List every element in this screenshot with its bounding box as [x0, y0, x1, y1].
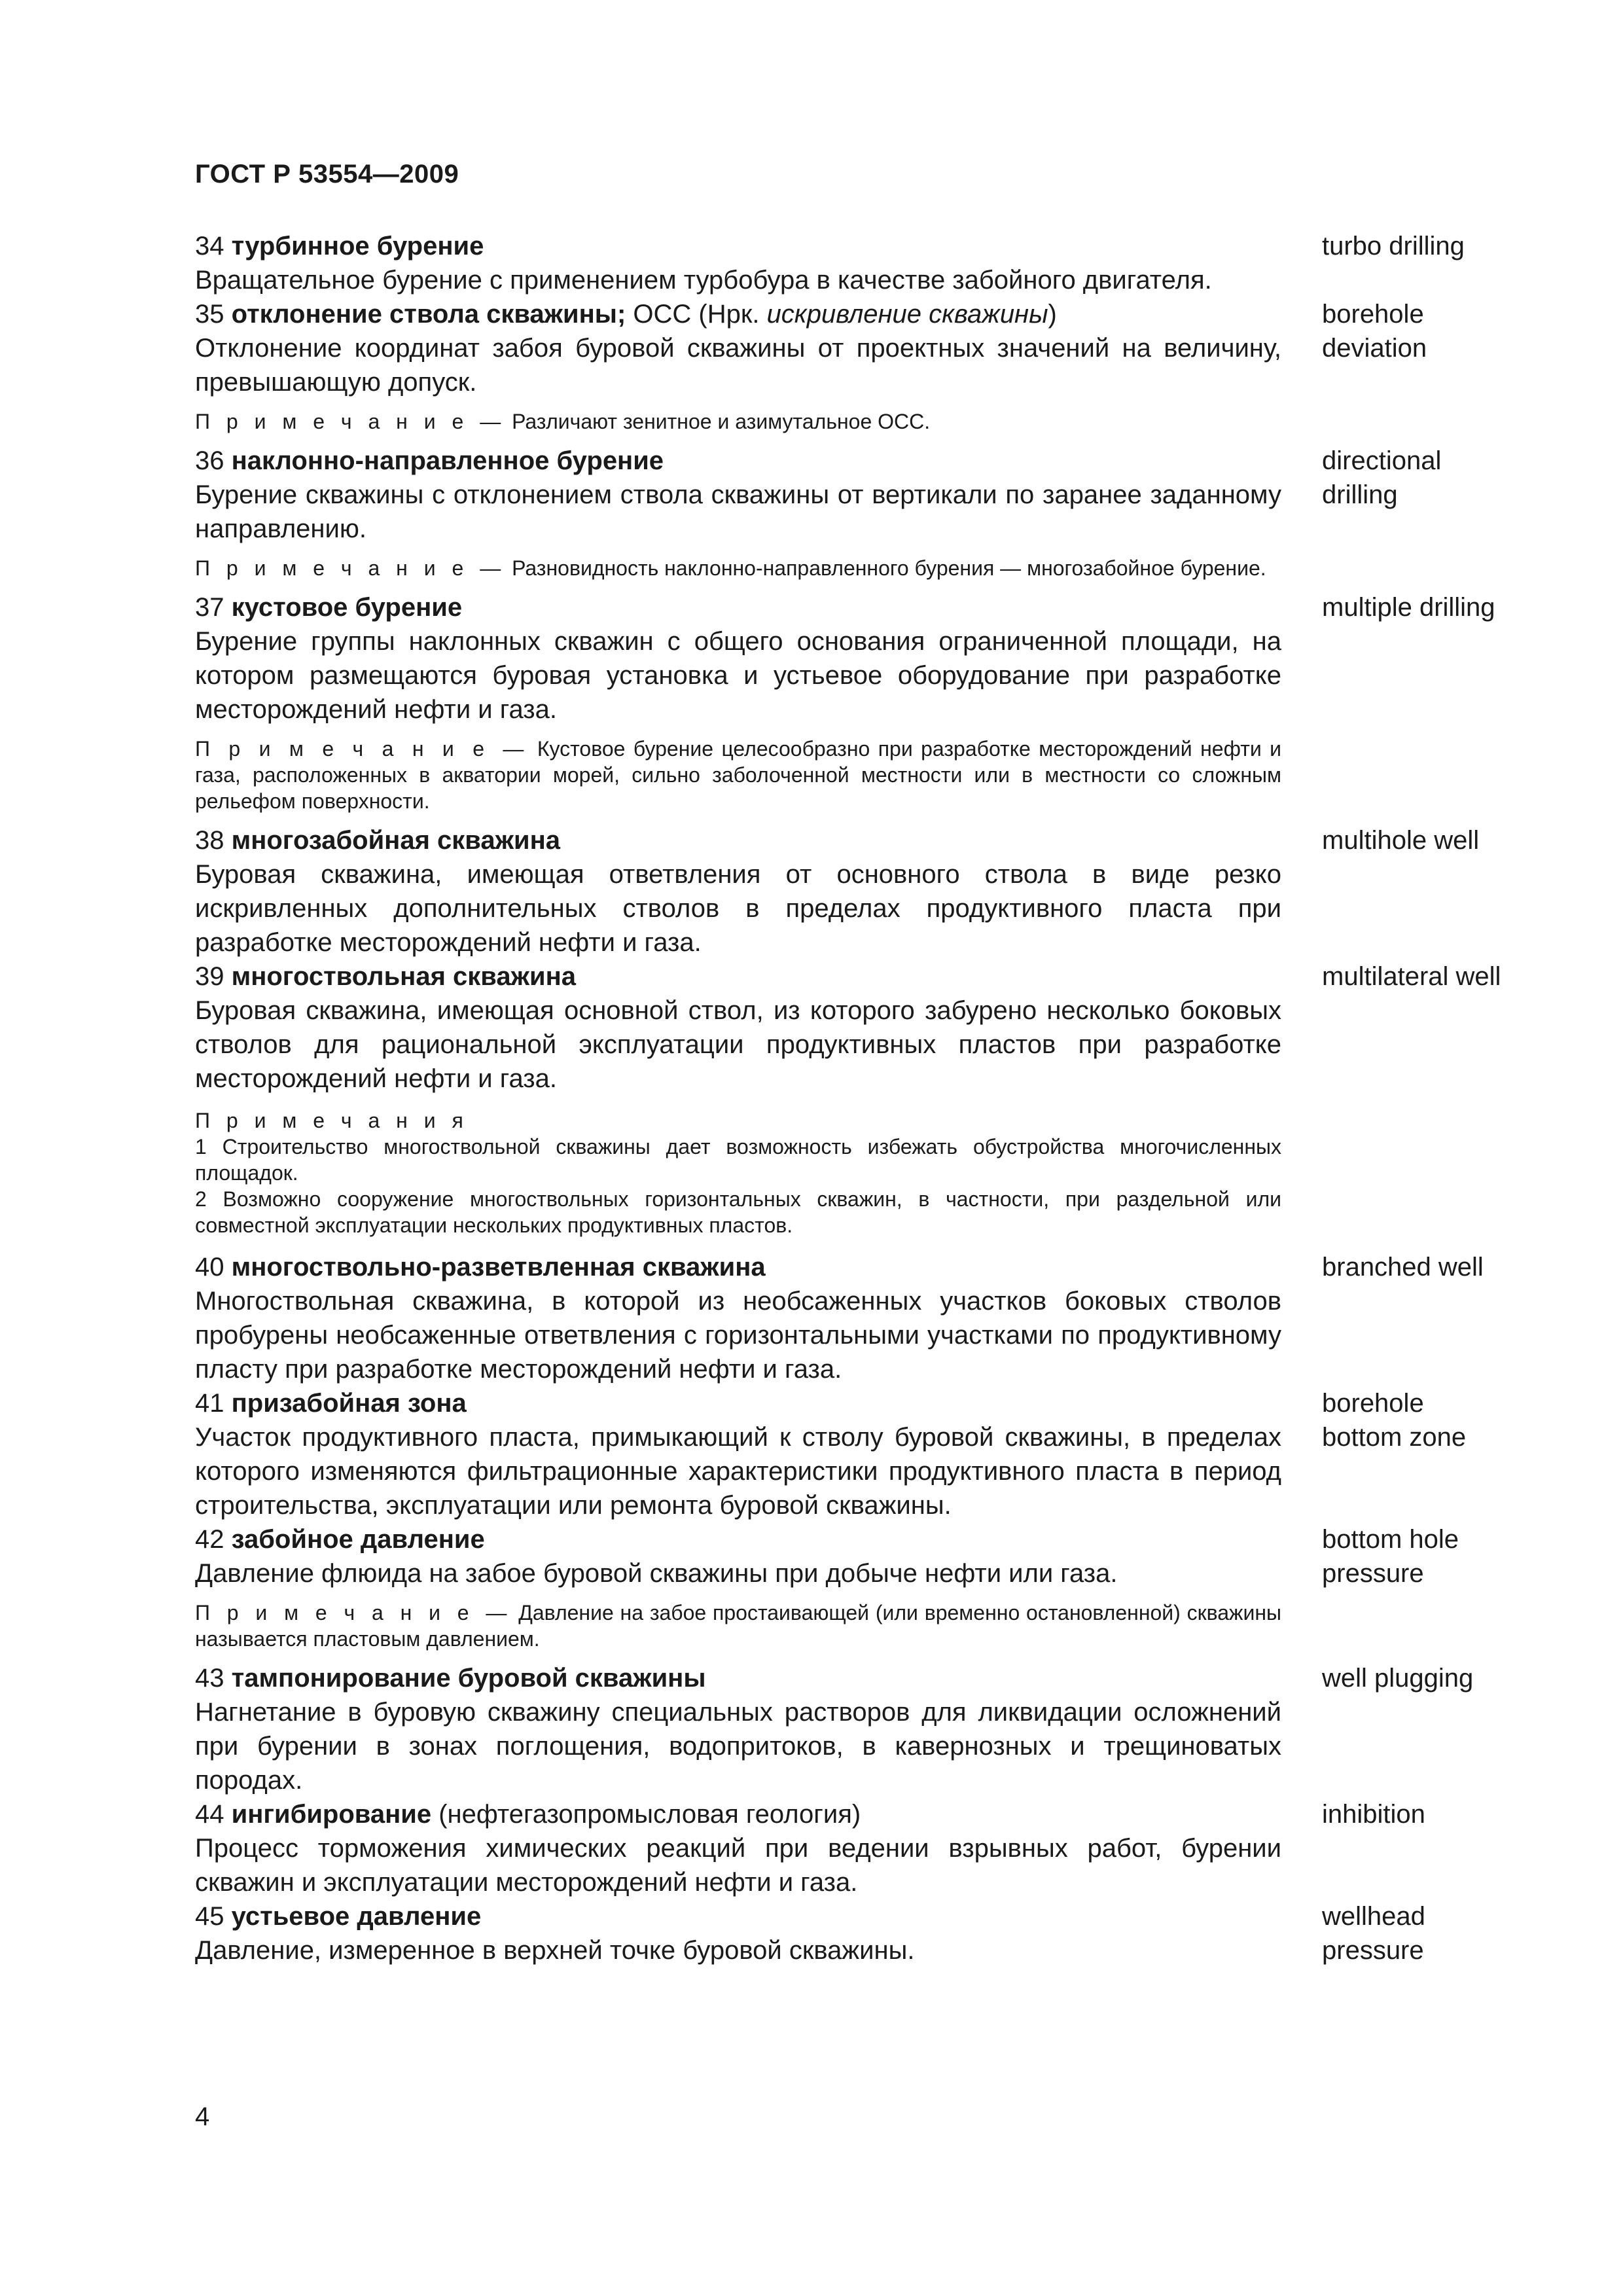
term-number: 38 [195, 826, 224, 855]
term-title: кустовое бурение [231, 593, 463, 622]
term-entry-42 [195, 1522, 1543, 1661]
term-english: borehole deviation [1322, 300, 1427, 363]
term-number: 40 [195, 1253, 224, 1282]
term-definition: Давление флюида на забое буровой скважины при добыче нефти или газа. [195, 1559, 1118, 1588]
term-body [195, 1899, 1281, 1967]
term-entry-45 [195, 1899, 1543, 1967]
term-definition: Бурение группы наклонных скважин с общего основания ограниченной площади, на котором размещаются буровая установка и устьевое оборудование при разработке месторождений нефти и газа. [195, 627, 1281, 724]
term-entry-38 [195, 823, 1543, 960]
term-title: многоствольная скважина [231, 962, 576, 991]
term-heading [195, 823, 1281, 857]
term-definition: Буровая скважина, имеющая основной ствол, из которого забурено несколько боковых стволов для рациональной эксплуатации продуктивных пластов при разработке месторождений нефти и газа. [195, 996, 1281, 1093]
note-text: Кустовое бурение целесообразно при разработке месторождений нефти и газа, расположенных в акватории морей, сильно заболоченной местности или в местности со сложным рельефом поверхности. [195, 737, 1282, 813]
term-heading [195, 1797, 1281, 1831]
term-number: 42 [195, 1525, 224, 1554]
term-title: многозабойная скважина [231, 826, 560, 855]
term-english: inhibition [1322, 1800, 1425, 1829]
term-definition: Участок продуктивного пласта, примыкающий к стволу буровой скважины, в пределах которого изменяются фильтрационные характеристики продуктивного пласта в период строительства, эксплуатации или ремонта буровой скважины. [195, 1423, 1281, 1520]
term-number: 41 [195, 1389, 224, 1418]
term-english: wellhead pressure [1322, 1902, 1425, 1965]
note-label: П р и м е ч а н и е — [195, 556, 507, 580]
term-entry-41 [195, 1386, 1543, 1522]
term-title: призабойная зона [231, 1389, 467, 1418]
term-heading [195, 444, 1281, 478]
term-body [195, 229, 1281, 297]
term-note [195, 736, 1281, 814]
term-title: наклонно-направленное бурение [231, 446, 664, 475]
term-definition: Нагнетание в буровую скважину специальных растворов для ликвидации осложнений при бурении в зонах поглощения, водопритоков, в кавернозных и трещиноватых породах. [195, 1698, 1281, 1795]
term-definition: Буровая скважина, имеющая ответвления от основного ствола в виде резко искривленных дополнительных стволов в пределах продуктивного пласта при разработке месторождений нефти и газа. [195, 860, 1281, 957]
term-body [195, 1250, 1281, 1386]
note-label: П р и м е ч а н и е — [195, 737, 529, 761]
note-label: П р и м е ч а н и е — [195, 1601, 512, 1624]
term-body [195, 823, 1281, 960]
term-field: (нефтегазопромысловая геология) [431, 1800, 861, 1829]
note-label: П р и м е ч а н и е — [195, 410, 507, 433]
term-entry-34 [195, 229, 1543, 297]
note-text: Различают зенитное и азимутальное ОСС. [512, 410, 931, 433]
term-title: ингибирование [231, 1800, 432, 1829]
term-definition: Вращательное бурение с применением турбобура в качестве забойного двигателя. [195, 266, 1212, 295]
term-heading [195, 960, 1281, 994]
term-heading [195, 1899, 1281, 1933]
term-heading [195, 1386, 1281, 1420]
term-heading [195, 229, 1281, 263]
term-entry-44 [195, 1797, 1543, 1899]
term-number: 34 [195, 232, 224, 260]
note-item: 1 Строительство многоствольной скважины дает возможность избежать обустройства многочисленных площадок. [195, 1135, 1281, 1185]
page-number: 4 [195, 2102, 210, 2131]
note-text: Давление на забое простаивающей (или временно остановленной) скважины называется пластовым давлением. [195, 1601, 1282, 1651]
term-body [195, 590, 1281, 823]
term-note [195, 408, 1281, 435]
term-entry-36 [195, 444, 1543, 590]
term-body [195, 960, 1281, 1250]
term-definition: Многоствольная скважина, в которой из необсаженных участков боковых стволов пробурены необсаженные ответвления с горизонтальными участками по продуктивному пласту при разработке месторождений нефти и газа. [195, 1287, 1281, 1384]
term-heading [195, 1522, 1281, 1556]
term-body [195, 1797, 1281, 1899]
document-code: ГОСТ Р 53554—2009 [195, 160, 459, 188]
note-item: 2 Возможно сооружение многоствольных горизонтальных скважин, в частности, при раздельной или совместной эксплуатации нескольких продуктивных пластов. [195, 1187, 1281, 1237]
term-english: branched well [1322, 1253, 1484, 1282]
term-body [195, 1661, 1281, 1797]
term-entry-40 [195, 1250, 1543, 1386]
term-title: устьевое давление [231, 1902, 482, 1931]
term-english: directional drilling [1322, 446, 1442, 509]
deprecated-term: искривление скважины [766, 300, 1048, 329]
term-english: multiple drilling [1322, 593, 1495, 622]
term-number: 37 [195, 593, 224, 622]
term-body [195, 1522, 1281, 1661]
term-title: тампонирование буровой скважины [231, 1664, 706, 1693]
notes-label: П р и м е ч а н и я [195, 1109, 469, 1132]
terms-list [195, 229, 1543, 1967]
term-title: забойное давление [231, 1525, 485, 1554]
term-notes [195, 1107, 1281, 1238]
term-note [195, 1600, 1281, 1652]
term-definition: Бурение скважины с отклонением ствола скважины от вертикали по заранее заданному направлению. [195, 480, 1281, 543]
term-english: multihole well [1322, 826, 1480, 855]
term-definition: Отклонение координат забоя буровой скважины от проектных значений на величину, превышающую допуск. [195, 334, 1281, 397]
term-english: borehole bottom zone [1322, 1389, 1467, 1452]
term-heading [195, 1250, 1281, 1284]
note-text: Разновидность наклонно-направленного бурения — многозабойное бурение. [512, 556, 1266, 580]
term-number: 39 [195, 962, 224, 991]
term-entry-39 [195, 960, 1543, 1250]
term-heading [195, 1661, 1281, 1695]
term-abbreviation: ОСС (Нрк. [626, 300, 767, 329]
term-english: multilateral well [1322, 962, 1501, 991]
term-number: 43 [195, 1664, 224, 1693]
term-entry-37 [195, 590, 1543, 823]
term-number: 45 [195, 1902, 224, 1931]
term-suffix-end: ) [1048, 300, 1057, 329]
term-number: 36 [195, 446, 224, 475]
term-definition: Процесс торможения химических реакций при ведении взрывных работ, бурении скважин и эксплуатации месторождений нефти и газа. [195, 1834, 1281, 1897]
term-number: 35 [195, 300, 224, 329]
term-body [195, 1386, 1281, 1522]
term-title: отклонение ствола скважины; [231, 300, 626, 329]
term-number: 44 [195, 1800, 224, 1829]
term-english: well plugging [1322, 1664, 1474, 1693]
term-heading [195, 590, 1281, 624]
term-note [195, 555, 1281, 581]
term-body [195, 444, 1281, 590]
term-english: turbo drilling [1322, 232, 1465, 260]
term-title: многоствольно-разветвленная скважина [231, 1253, 766, 1282]
term-definition: Давление, измеренное в верхней точке буровой скважины. [195, 1936, 915, 1965]
term-body [195, 297, 1281, 444]
term-english: bottom hole pressure [1322, 1525, 1459, 1588]
term-title: турбинное бурение [231, 232, 484, 260]
term-heading [195, 297, 1281, 331]
term-entry-35 [195, 297, 1543, 444]
term-entry-43 [195, 1661, 1543, 1797]
